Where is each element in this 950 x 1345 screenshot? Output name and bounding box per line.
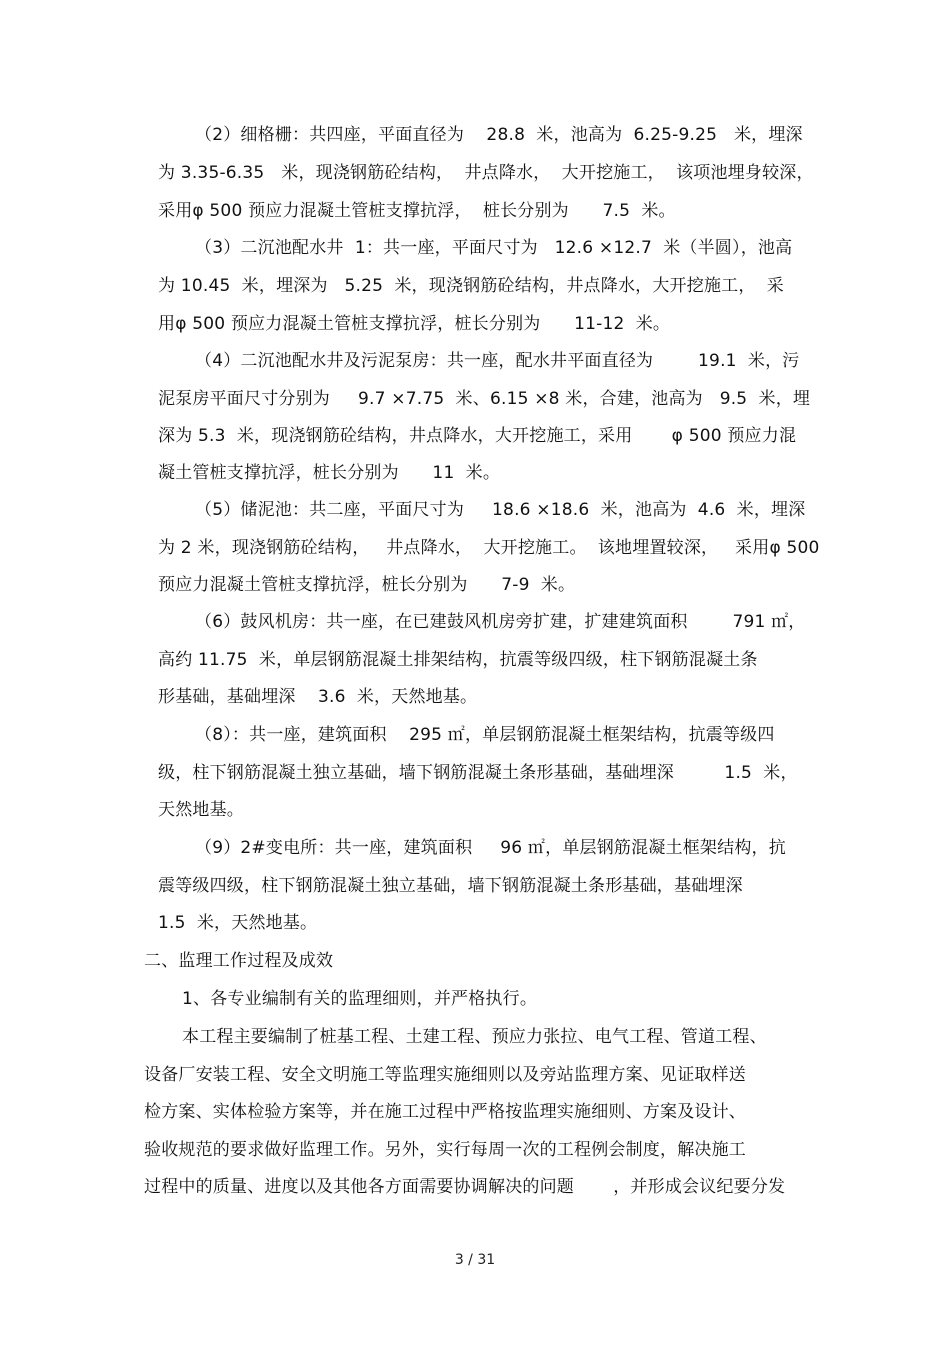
para-4-line-3: 深为 5.3 米，现浇钢筋砼结构，井点降水，大开挖施工，采用 φ 500 预应力混 [158, 426, 797, 446]
para-6-line-1: （6）鼓风机房：共一座，在已建鼓风机房旁扩建，扩建建筑面积 791 ㎡， [195, 612, 806, 632]
para-5-line-2: 为 2 米，现浇钢筋砼结构， 井点降水， 大开挖施工。 该地埋置较深， 采用φ 500 [158, 538, 820, 558]
para-2-line-2: 为 3.35-6.35 米，现浇钢筋砼结构， 井点降水， 大开挖施工， 该项池埋身较深， [158, 163, 814, 183]
para-9-line-1: （9）2#变电所：共一座，建筑面积 96 ㎡，单层钢筋混凝土框架结构，抗 [195, 838, 786, 858]
para-4-line-2: 泥泵房平面尺寸分别为 9.7 ×7.75 米、6.15 ×8 米，合建，池高为 9.5 米，埋 [158, 389, 811, 409]
body-line-3: 检方案、实体检验方案等，并在施工过程中严格按监理实施细则、方案及设计、 [144, 1102, 746, 1122]
para-6-line-2: 高约 11.75 米，单层钢筋混凝土排架结构，抗震等级四级，柱下钢筋混凝土条 [158, 650, 758, 670]
para-2-line-3: 采用φ 500 预应力混凝土管桩支撑抗浮， 桩长分别为 7.5 米。 [158, 201, 676, 221]
para-6-line-3: 形基础，基础埋深 3.6 米，天然地基。 [158, 687, 478, 707]
para-5-line-1: （5）储泥池：共二座，平面尺寸为 18.6 ×18.6 米，池高为 4.6 米，埋深 [195, 500, 806, 520]
para-4-line-1: （4）二沉池配水井及污泥泵房：共一座，配水井平面直径为 19.1 米，污 [195, 351, 800, 371]
para-8-line-2: 级，柱下钢筋混凝土独立基础，墙下钢筋混凝土条形基础，基础埋深 1.5 米， [158, 763, 798, 783]
para-3-line-2: 为 10.45 米，埋深为 5.25 米，现浇钢筋砼结构，井点降水，大开挖施工， 采 [158, 276, 784, 296]
para-8-line-3: 天然地基。 [158, 800, 244, 820]
para-9-line-3: 1.5 米，天然地基。 [158, 913, 318, 933]
subheading: 1、各专业编制有关的监理细则，并严格执行。 [182, 989, 538, 1009]
para-3-line-3: 用φ 500 预应力混凝土管桩支撑抗浮，桩长分别为 11-12 米。 [158, 314, 671, 334]
para-2-line-1: （2）细格栅：共四座，平面直径为 28.8 米，池高为 6.25-9.25 米，埋深 [195, 125, 803, 145]
section-heading: 二、监理工作过程及成效 [144, 951, 334, 971]
para-4-line-4: 凝土管桩支撑抗浮，桩长分别为 11 米。 [158, 463, 501, 483]
page-number: 3 / 31 [454, 1252, 496, 1268]
para-9-line-2: 震等级四级，柱下钢筋混凝土独立基础，墙下钢筋混凝土条形基础，基础埋深 [158, 876, 743, 896]
para-8-line-1: （8）：共一座，建筑面积 295 ㎡，单层钢筋混凝土框架结构，抗震等级四 [195, 725, 775, 745]
para-5-line-3: 预应力混凝土管桩支撑抗浮，桩长分别为 7-9 米。 [158, 575, 576, 595]
body-line-5: 过程中的质量、进度以及其他各方面需要协调解决的问题 ，并形成会议纪要分发 [144, 1177, 786, 1197]
body-line-2: 设备厂安装工程、安全文明施工等监理实施细则以及旁站监理方案、见证取样送 [144, 1065, 746, 1085]
para-3-line-1: （3）二沉池配水井 1：共一座，平面尺寸为 12.6 ×12.7 米（半圆），池高 [195, 238, 793, 258]
body-line-1: 本工程主要编制了桩基工程、土建工程、预应力张拉、电气工程、管道工程、 [182, 1027, 767, 1047]
body-line-4: 验收规范的要求做好监理工作。另外，实行每周一次的工程例会制度，解决施工 [144, 1140, 746, 1160]
